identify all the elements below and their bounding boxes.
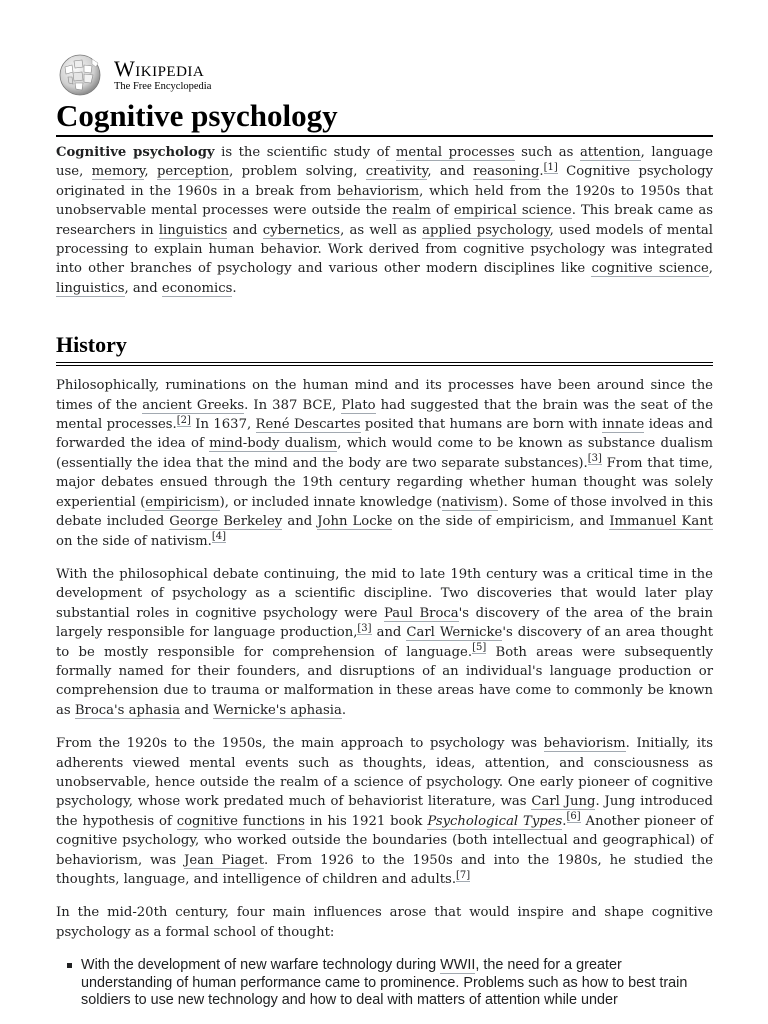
link-linguistics[interactable]: linguistics <box>158 222 228 238</box>
text-run: . <box>232 280 237 296</box>
text-run: on the side of empiricism, and <box>392 514 610 530</box>
text-run: , as well as <box>340 222 423 238</box>
section-heading-history: History <box>56 331 713 366</box>
wordmark-subtitle: The Free Encyclopedia <box>114 80 212 92</box>
text-run: . Jung introduced the hypothesis of <box>56 794 713 829</box>
citation-link[interactable]: [2] <box>176 414 191 426</box>
text-run: From the 1920s to the 1950s, the main approach to psychology was <box>56 736 544 752</box>
history-paragraph-2 <box>56 565 713 720</box>
text-run: , <box>708 261 713 277</box>
link-creativity[interactable]: creativity <box>365 164 428 180</box>
text-run: ). Some of those involved in this debate included <box>56 494 714 530</box>
text-run: 's discovery of an area thought to be mostly responsible for comprehension of language. <box>56 625 713 660</box>
text-run: , and <box>427 164 474 180</box>
reference-sup <box>588 453 602 465</box>
citation-link[interactable]: [1] <box>543 162 558 174</box>
page-title: Cognitive psychology <box>56 98 713 137</box>
text-run: Both areas were subsequently formally named for their founders, and disruptions of an individual's language production or comprehension due to trauma or malformation in these areas have come to commonly be known as <box>56 644 713 718</box>
text-run: and <box>282 514 318 530</box>
wordmark[interactable] <box>114 55 212 93</box>
text-run: With the development of new warfare technology during <box>81 957 441 974</box>
link-immanuel-kant[interactable]: Immanuel Kant <box>609 514 713 530</box>
lead-paragraph <box>56 143 713 298</box>
link-wwii[interactable]: WWII <box>440 957 476 974</box>
link-innate[interactable]: innate <box>602 417 645 433</box>
history-paragraph-3 <box>56 734 713 889</box>
text-run: 's discovery of the area of the brain largely responsible for language production, <box>56 605 713 641</box>
text-run: . From 1926 to the 1950s and into the 1980s, he studied the thoughts, language, and intelligence of children and adults. <box>56 852 713 887</box>
wordmark-title: Wikipedia <box>114 55 205 81</box>
link-carl-wernicke[interactable]: Carl Wernicke <box>406 625 503 641</box>
text-run: , which would come to be known as substance dualism (essentially the idea that the mind and the body are two separate substances). <box>56 436 714 471</box>
link-mind-body-dualism[interactable]: mind-body dualism <box>209 436 338 452</box>
list-item <box>56 957 713 1010</box>
link-ren-descartes[interactable]: René Descartes <box>255 417 361 433</box>
link-ancient-greeks[interactable]: ancient Greeks <box>142 397 245 413</box>
history-paragraph-1 <box>56 376 713 551</box>
text-run: and <box>180 702 214 718</box>
text-run: on the side of nativism. <box>56 533 212 549</box>
site-header <box>56 52 713 98</box>
text-run: Philosophically, ruminations on the human mind and its processes have been around since the times of the <box>56 378 713 413</box>
text-run: , <box>144 164 157 180</box>
citation-link[interactable]: [4] <box>211 531 227 543</box>
link-attention[interactable]: attention <box>579 145 641 160</box>
link-cybernetics[interactable]: cybernetics <box>262 222 341 238</box>
history-paragraph-4 <box>56 903 713 942</box>
text-run: and <box>371 625 407 641</box>
text-run: From that time, major debates ensued through the 19th century regarding whether human thought was solely experiential ( <box>56 455 714 510</box>
reference-sup <box>177 415 191 427</box>
link-empirical-science[interactable]: empirical science <box>453 203 572 219</box>
text-run: . <box>562 813 567 829</box>
reference-sup <box>544 162 558 174</box>
link-cognitive-science[interactable]: cognitive science <box>591 261 709 277</box>
link-realm[interactable]: realm <box>392 203 431 219</box>
link-cognitive-functions[interactable]: cognitive functions <box>176 813 305 829</box>
bold-term: Cognitive psychology <box>56 145 215 160</box>
link-plato[interactable]: Plato <box>341 397 376 413</box>
link-broca-s-aphasia[interactable]: Broca's aphasia <box>74 702 181 718</box>
text-run: ideas and forwarded the idea of <box>56 417 713 452</box>
link-reasoning[interactable]: reasoning <box>473 164 540 180</box>
text-run: , used models of mental processing to explain human behavior. Work derived from cognitive psychology was integrated into other branches of psychology and various other modern disciplines like <box>56 222 713 277</box>
link-behaviorism[interactable]: behaviorism <box>337 183 420 199</box>
reference-sup <box>472 642 486 654</box>
citation-link[interactable]: [3] <box>357 622 372 634</box>
text-run: posited that humans are born with <box>360 417 603 433</box>
text-run: ), or included innate knowledge ( <box>219 494 442 510</box>
text-run: Cognitive psychology originated in the 1960s in a break from <box>56 164 714 199</box>
text-run: , the need for a greater understanding of human performance came to prominence. Problems such as how to best train soldiers to use new technology and how to deal with matters of attention while under <box>81 957 688 1009</box>
text-run: . In 387 BCE, <box>244 397 342 413</box>
text-run: and <box>227 222 263 238</box>
link-paul-broca[interactable]: Paul Broca <box>384 605 459 621</box>
link-memory[interactable]: memory <box>91 164 145 180</box>
text-run: . <box>539 164 544 180</box>
text-run: , and <box>124 280 162 296</box>
article-page <box>56 52 713 1010</box>
text-run: , language use, <box>56 145 713 180</box>
link-perception[interactable]: perception <box>156 164 230 180</box>
text-run: in his 1921 book <box>304 813 428 829</box>
list-item-text <box>81 957 687 1008</box>
link-linguistics[interactable]: linguistics <box>56 280 125 296</box>
link-mental-processes[interactable]: mental processes <box>395 145 515 160</box>
link-empiricism[interactable]: empiricism <box>145 494 220 510</box>
link-john-locke[interactable]: John Locke <box>317 514 393 530</box>
link-george-berkeley[interactable]: George Berkeley <box>169 514 283 530</box>
text-run: . <box>341 702 347 718</box>
reference-sup <box>567 811 581 823</box>
wikipedia-globe-logo-icon[interactable] <box>56 53 104 97</box>
text-run: had suggested that the brain was the seat of the mental processes. <box>56 397 713 433</box>
link-behaviorism[interactable]: behaviorism <box>543 736 626 752</box>
text-run: of <box>430 203 454 219</box>
citation-link[interactable]: [3] <box>587 453 602 465</box>
link-applied-psychology[interactable]: applied psychology <box>422 222 550 238</box>
text-run: , which held from the 1920s to 1950s that unobservable mental processes were outside the <box>56 183 713 219</box>
reference-sup <box>357 623 371 635</box>
reference-sup <box>456 870 470 882</box>
text-run: In the mid-20th century, four main influences arose that would inspire and shape cognitive psychology as a formal school of thought: <box>56 905 713 940</box>
text-run: With the philosophical debate continuing, the mid to late 19th century was a critical time in the development of psychology as a scientific discipline. Two discoveries that would later play substantial roles in cognitive psychology were <box>56 566 713 621</box>
text-run: such as <box>514 145 580 160</box>
text-run: . This break came as researchers in <box>56 203 713 238</box>
citation-link[interactable]: [5] <box>472 642 487 654</box>
citation-link[interactable]: [7] <box>456 869 471 881</box>
link-wernicke-s-aphasia[interactable]: Wernicke's aphasia <box>213 702 342 718</box>
text-run: is the scientific study of <box>214 145 396 160</box>
text-run: Another pioneer of cognitive psychology, who worked outside the boundaries (both intellectual and geographical) of behaviorism, was <box>56 813 713 868</box>
link-carl-jung[interactable]: Carl Jung <box>531 794 596 810</box>
text-run: , problem solving, <box>229 164 366 180</box>
text-run: . Initially, its adherents viewed mental events such as thoughts, ideas, attention, and consciousness as unobservable, hence outside the realm of a science of psychology. One early pioneer of cognitive psychology, whose work predated much of behaviorist literature, was <box>56 736 713 810</box>
reference-sup <box>212 531 226 543</box>
bullet-icon <box>67 963 72 968</box>
citation-link[interactable]: [6] <box>566 811 581 823</box>
link-psychological-types[interactable]: Psychological Types <box>427 813 563 829</box>
link-jean-piaget[interactable]: Jean Piaget <box>184 852 265 868</box>
link-nativism[interactable]: nativism <box>441 494 499 510</box>
influences-list <box>56 957 713 1010</box>
text-run: In 1637, <box>190 417 256 433</box>
link-economics[interactable]: economics <box>161 280 233 296</box>
